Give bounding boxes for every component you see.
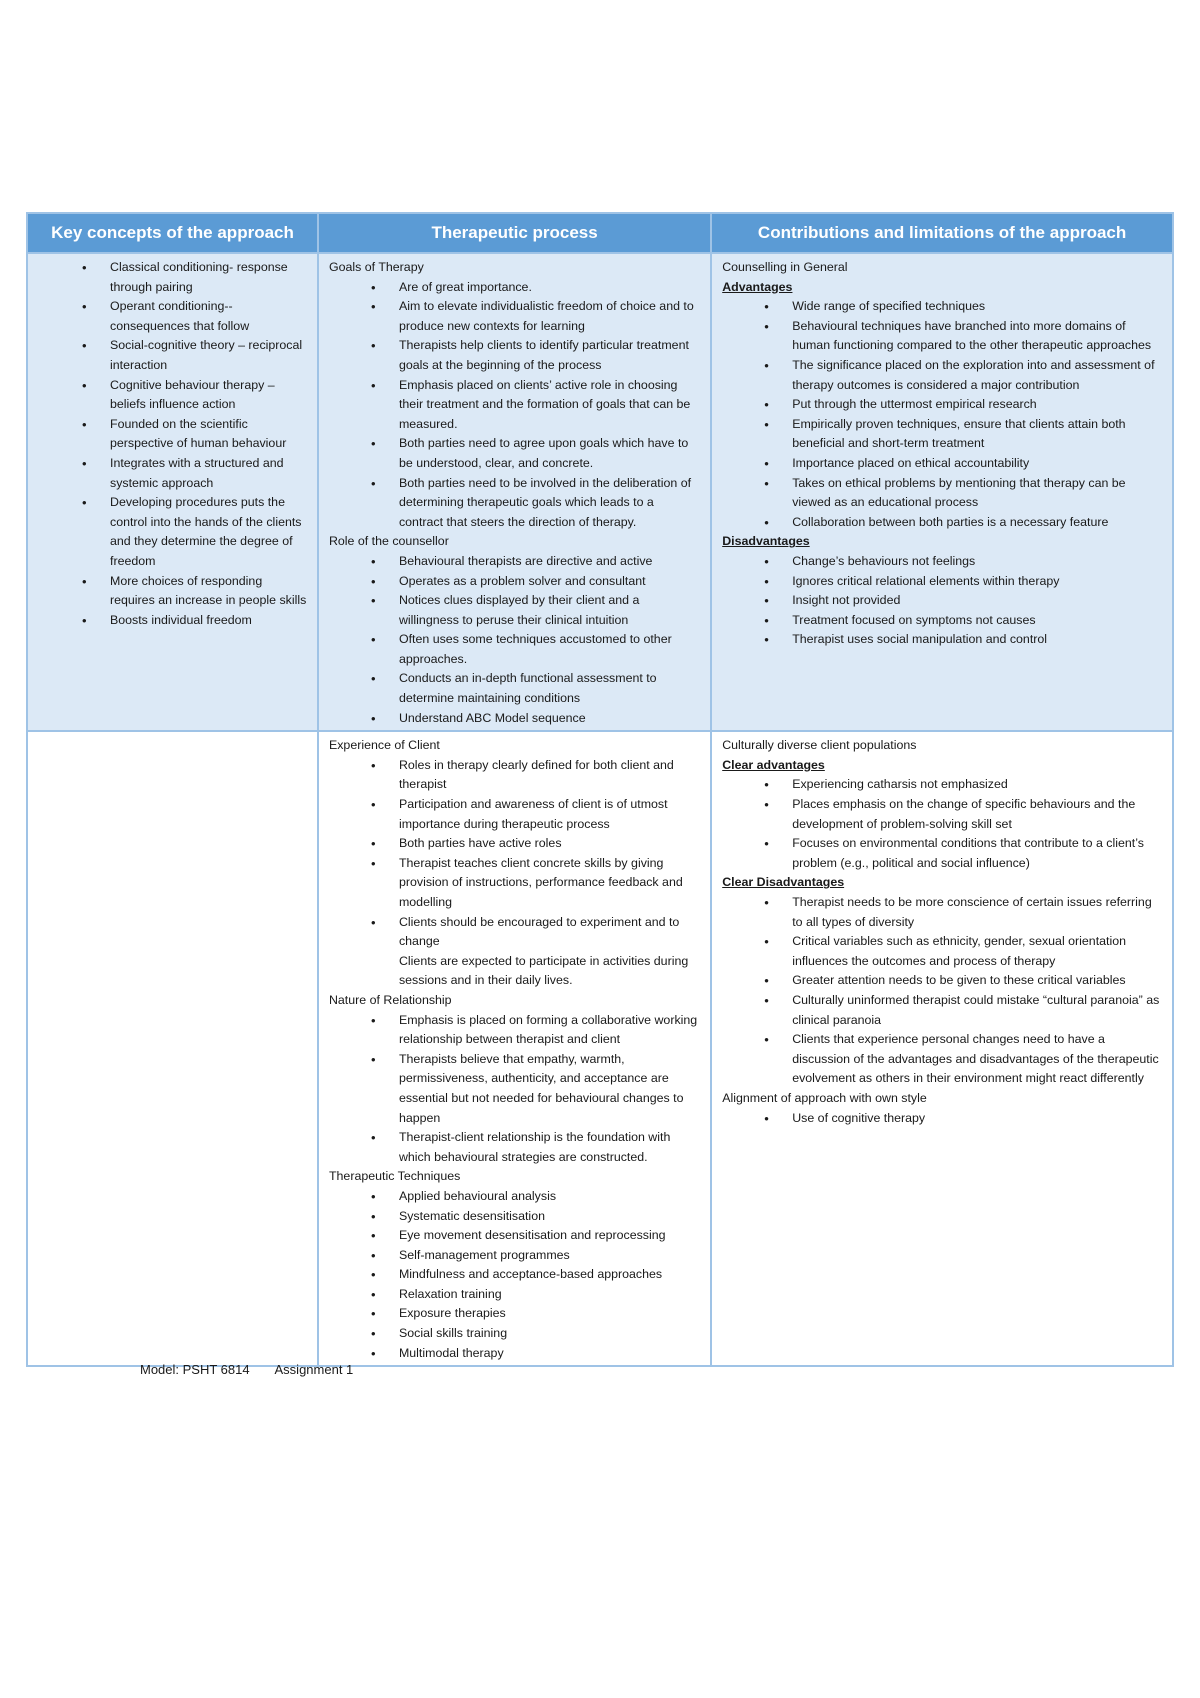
list-item-text: Clients should be encouraged to experiment and to change [398, 914, 680, 949]
list-item: • Often uses some techniques accustomed to other approaches. [329, 630, 700, 669]
list-item: • Participation and awareness of client is of utmost importance during therapeutic process [329, 795, 700, 834]
list-item: • Wide range of specified techniques [722, 297, 1162, 317]
list-item: • Both parties need to be involved in the deliberation of determining therapeutic goals which leads to a contract that steers the direction of therapy. [329, 474, 700, 533]
list-item: • Therapist-client relationship is the foundation with which behavioural strategies are constructed. [329, 1128, 700, 1167]
list-item: • Insight not provided [722, 591, 1162, 611]
footer-model: Model: PSHT 6814 [140, 1362, 250, 1377]
list-item: • Operates as a problem solver and consultant [329, 572, 700, 592]
list-item: • Collaboration between both parties is a necessary feature [722, 513, 1162, 533]
list-item: • Classical conditioning- response through pairing [38, 258, 307, 297]
approach-summary-table [26, 212, 1174, 1367]
relationship-heading: Nature of Relationship [328, 992, 452, 1007]
list-item: • Boosts individual freedom [38, 611, 307, 631]
list-item: • Founded on the scientific perspective of human behaviour [38, 415, 307, 454]
list-item: • Social-cognitive theory – reciprocal interaction [38, 336, 307, 375]
list-item [329, 913, 700, 991]
header-contributions-limitations: Contributions and limitations of the approach [711, 213, 1173, 253]
list-item: • Put through the uttermost empirical research [722, 395, 1162, 415]
list-item-continuation: Clients are expected to participate in activities during sessions and in their daily lives. [398, 953, 689, 988]
list-item: • Are of great importance. [329, 278, 700, 298]
list-item: • Use of cognitive therapy [722, 1109, 1162, 1129]
list-item: • Mindfulness and acceptance-based approaches [329, 1265, 700, 1285]
therapeutic-process-cell-2 [318, 731, 711, 1366]
counselling-heading: Counselling in General [722, 260, 848, 274]
list-item: • Culturally uninformed therapist could mistake “cultural paranoia” as clinical paranoia [722, 991, 1162, 1030]
list-item: • Behavioural therapists are directive and active [329, 552, 700, 572]
key-concepts-cell [27, 253, 318, 731]
list-item: • Operant conditioning-- consequences that follow [38, 297, 307, 336]
list-item: • Greater attention needs to be given to these critical variables [722, 971, 1162, 991]
list-item: • Places emphasis on the change of specific behaviours and the development of problem-solving skill set [722, 795, 1162, 834]
list-item: • Emphasis is placed on forming a collaborative working relationship between therapist and client [329, 1011, 700, 1050]
header-therapeutic-process: Therapeutic process [318, 213, 711, 253]
list-item: • Treatment focused on symptoms not causes [722, 611, 1162, 631]
list-item: • Aim to elevate individualistic freedom of choice and to produce new contexts for learning [329, 297, 700, 336]
list-item: • Behavioural techniques have branched into more domains of human functioning compared to the other therapeutic approaches [722, 317, 1162, 356]
advantages-list [722, 297, 1162, 532]
list-item: • Experiencing catharsis not emphasized [722, 775, 1162, 795]
list-item: • Therapist needs to be more conscience of certain issues referring to all types of diversity [722, 893, 1162, 932]
goals-heading: Goals of Therapy [328, 260, 424, 274]
document-page [26, 212, 1174, 1367]
list-item: • Social skills training [329, 1324, 700, 1344]
list-item: • Focuses on environmental conditions that contribute to a client’s problem (e.g., political and social influence) [722, 834, 1162, 873]
techniques-list [329, 1187, 700, 1363]
list-item: • Systematic desensitisation [329, 1207, 700, 1227]
disadvantages-list [722, 552, 1162, 650]
alignment-list [722, 1109, 1162, 1129]
list-item: • Therapist uses social manipulation and control [722, 630, 1162, 650]
list-item: • Emphasis placed on clients’ active role in choosing their treatment and the formation of goals that can be measured. [329, 376, 700, 435]
list-item: • Therapists believe that empathy, warmth, permissiveness, authenticity, and acceptance are essential but not needed for behavioural changes to happen [329, 1050, 700, 1128]
list-item: • Both parties have active roles [329, 834, 700, 854]
role-heading: Role of the counsellor [328, 534, 449, 549]
therapeutic-process-cell-1 [318, 253, 711, 731]
list-item: • Therapists help clients to identify particular treatment goals at the beginning of the process [329, 336, 700, 375]
techniques-heading: Therapeutic Techniques [328, 1169, 461, 1184]
empty-cell [27, 731, 318, 1366]
list-item: • Ignores critical relational elements within therapy [722, 572, 1162, 592]
list-item: • Eye movement desensitisation and reprocessing [329, 1226, 700, 1246]
list-item: • Cognitive behaviour therapy – beliefs influence action [38, 376, 307, 415]
experience-list [329, 756, 700, 991]
goals-list [329, 278, 700, 533]
list-item: • Importance placed on ethical accountability [722, 454, 1162, 474]
relationship-list [329, 1011, 700, 1168]
contributions-cell-2 [711, 731, 1173, 1366]
footer-assignment: Assignment 1 [274, 1362, 354, 1377]
role-list [329, 552, 700, 728]
advantages-heading: Advantages [722, 279, 793, 294]
list-item: • More choices of responding requires an increase in people skills [38, 572, 307, 611]
contributions-cell-1 [711, 253, 1173, 731]
list-item: • Takes on ethical problems by mentioning that therapy can be viewed as an educational process [722, 474, 1162, 513]
page-footer [140, 1362, 375, 1377]
list-item: • Notices clues displayed by their client and a willingness to peruse their clinical intuition [329, 591, 700, 630]
list-item: • Understand ABC Model sequence [329, 709, 700, 729]
list-item: • Empirically proven techniques, ensure that clients attain both beneficial and short-term treatment [722, 415, 1162, 454]
clear-disadvantages-heading: Clear Disadvantages [722, 875, 845, 890]
list-item: • Clients that experience personal changes need to have a discussion of the advantages and disadvantages of the therapeutic evolvement as others in their environment might react differently [722, 1030, 1162, 1089]
table-header-row [27, 213, 1173, 253]
diverse-populations-heading: Culturally diverse client populations [722, 738, 917, 753]
disadvantages-heading: Disadvantages [722, 534, 810, 549]
list-item: • Both parties need to agree upon goals which have to be understood, clear, and concrete. [329, 434, 700, 473]
list-item: • Critical variables such as ethnicity, gender, sexual orientation influences the outcomes and process of therapy [722, 932, 1162, 971]
list-item: • Multimodal therapy [329, 1344, 700, 1364]
table-row [27, 253, 1173, 731]
clear-advantages-list [722, 775, 1162, 873]
list-item: • Applied behavioural analysis [329, 1187, 700, 1207]
list-item: • Therapist teaches client concrete skills by giving provision of instructions, performance feedback and modelling [329, 854, 700, 913]
clear-advantages-heading: Clear advantages [722, 757, 825, 772]
list-item: • The significance placed on the exploration into and assessment of therapy outcomes is considered a major contribution [722, 356, 1162, 395]
key-concepts-list [38, 258, 307, 630]
alignment-heading: Alignment of approach with own style [722, 1090, 927, 1105]
list-item: • Developing procedures puts the control into the hands of the clients and they determine the degree of freedom [38, 493, 307, 571]
clear-disadvantages-list [722, 893, 1162, 1089]
table-row [27, 731, 1173, 1366]
header-key-concepts: Key concepts of the approach [27, 213, 318, 253]
list-item: • Exposure therapies [329, 1304, 700, 1324]
list-item: • Change’s behaviours not feelings [722, 552, 1162, 572]
list-item: • Conducts an in-depth functional assessment to determine maintaining conditions [329, 669, 700, 708]
list-item: • Relaxation training [329, 1285, 700, 1305]
list-item: • Integrates with a structured and systemic approach [38, 454, 307, 493]
experience-heading: Experience of Client [328, 738, 440, 753]
list-item: • Roles in therapy clearly defined for both client and therapist [329, 756, 700, 795]
list-item: • Self-management programmes [329, 1246, 700, 1266]
